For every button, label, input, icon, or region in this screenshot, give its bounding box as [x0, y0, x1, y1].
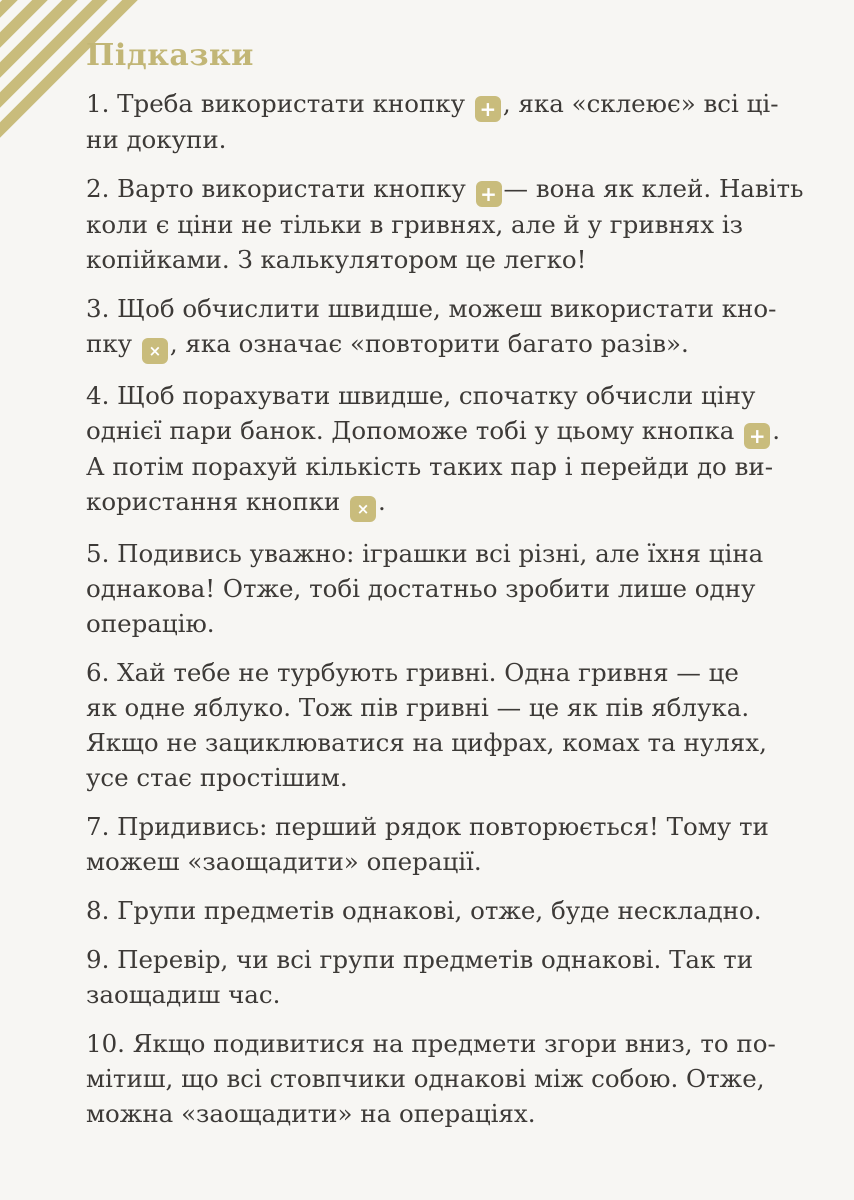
hint-text: . [378, 487, 386, 516]
hint-text: пку [86, 329, 133, 358]
hint-text: А потім порахуй кількість таких пар і перейди до ви- [86, 452, 773, 481]
hint-text: ни докупи. [86, 125, 227, 154]
hint-text: 9. Перевір, чи всі групи предметів однакові. Так ти [86, 945, 754, 974]
hint-item-7 [86, 809, 826, 879]
multiply-button-icon: × [142, 338, 168, 364]
plus-button-icon: + [744, 423, 770, 449]
hint-item-9 [86, 942, 826, 1012]
hint-text: 3. Щоб обчислити швидше, можеш використати кно- [86, 294, 777, 323]
hint-text: можеш «заощадити» операції. [86, 847, 482, 876]
hint-item-10 [86, 1026, 826, 1131]
hint-text: 5. Подивись уважно: іграшки всі різні, але їхня ціна [86, 539, 764, 568]
hint-text: 7. Придивись: перший рядок повторюється! Тому ти [86, 812, 769, 841]
page-title: Підказки [86, 38, 254, 73]
hint-text: 1. Треба використати кнопку [86, 89, 466, 118]
hint-text: 8. Групи предметів однакові, отже, буде нескладно. [86, 896, 762, 925]
hint-text: — вона як клей. Навіть [503, 174, 804, 203]
hint-text: 4. Щоб порахувати швидше, спочатку обчисли ціну [86, 381, 756, 410]
hints-list [86, 86, 826, 1131]
hint-item-3 [86, 291, 826, 364]
hint-text: користання кнопки [86, 487, 341, 516]
hint-text: 10. Якщо подивитися на предмети згори вниз, то по- [86, 1029, 776, 1058]
hint-item-6 [86, 655, 826, 795]
hint-item-4 [86, 378, 826, 522]
hint-text: однієї пари банок. Допоможе тобі у цьому кнопка [86, 416, 735, 445]
hint-text: як одне яблуко. Тож пів гривні — це як пів яблука. [86, 693, 750, 722]
hint-item-2 [86, 171, 826, 277]
hint-text: , яка «склеює» всі ці- [502, 89, 779, 118]
hint-text: можна «заощадити» на операціях. [86, 1099, 536, 1128]
hint-text: . [772, 416, 781, 445]
hint-text: операцію. [86, 609, 215, 638]
hint-text: однакова! Отже, тобі достатньо зробити лише одну [86, 574, 756, 603]
hint-text: , яка означає «повторити багато разів». [169, 329, 689, 358]
hint-text: мітиш, що всі стовпчики однакові між собою. Отже, [86, 1064, 765, 1093]
hint-text: 2. Варто використати кнопку [86, 174, 466, 203]
hint-text: коли є ціни не тільки в гривнях, але й у гривнях із [86, 210, 744, 239]
hint-text: усе стає простішим. [86, 763, 348, 792]
plus-button-icon: + [476, 181, 502, 207]
hint-item-1 [86, 86, 826, 157]
hint-item-8 [86, 893, 826, 928]
hint-text: Якщо не зациклюватися на цифрах, комах та нулях, [86, 728, 767, 757]
multiply-button-icon: × [350, 496, 376, 522]
hint-text: копійками. З калькулятором це легко! [86, 245, 587, 274]
hints-page [86, 38, 826, 1145]
hint-text: 6. Хай тебе не турбують гривні. Одна гривня — це [86, 658, 739, 687]
hint-text: заощадиш час. [86, 980, 281, 1009]
plus-button-icon: + [475, 96, 501, 122]
hint-item-5 [86, 536, 826, 641]
